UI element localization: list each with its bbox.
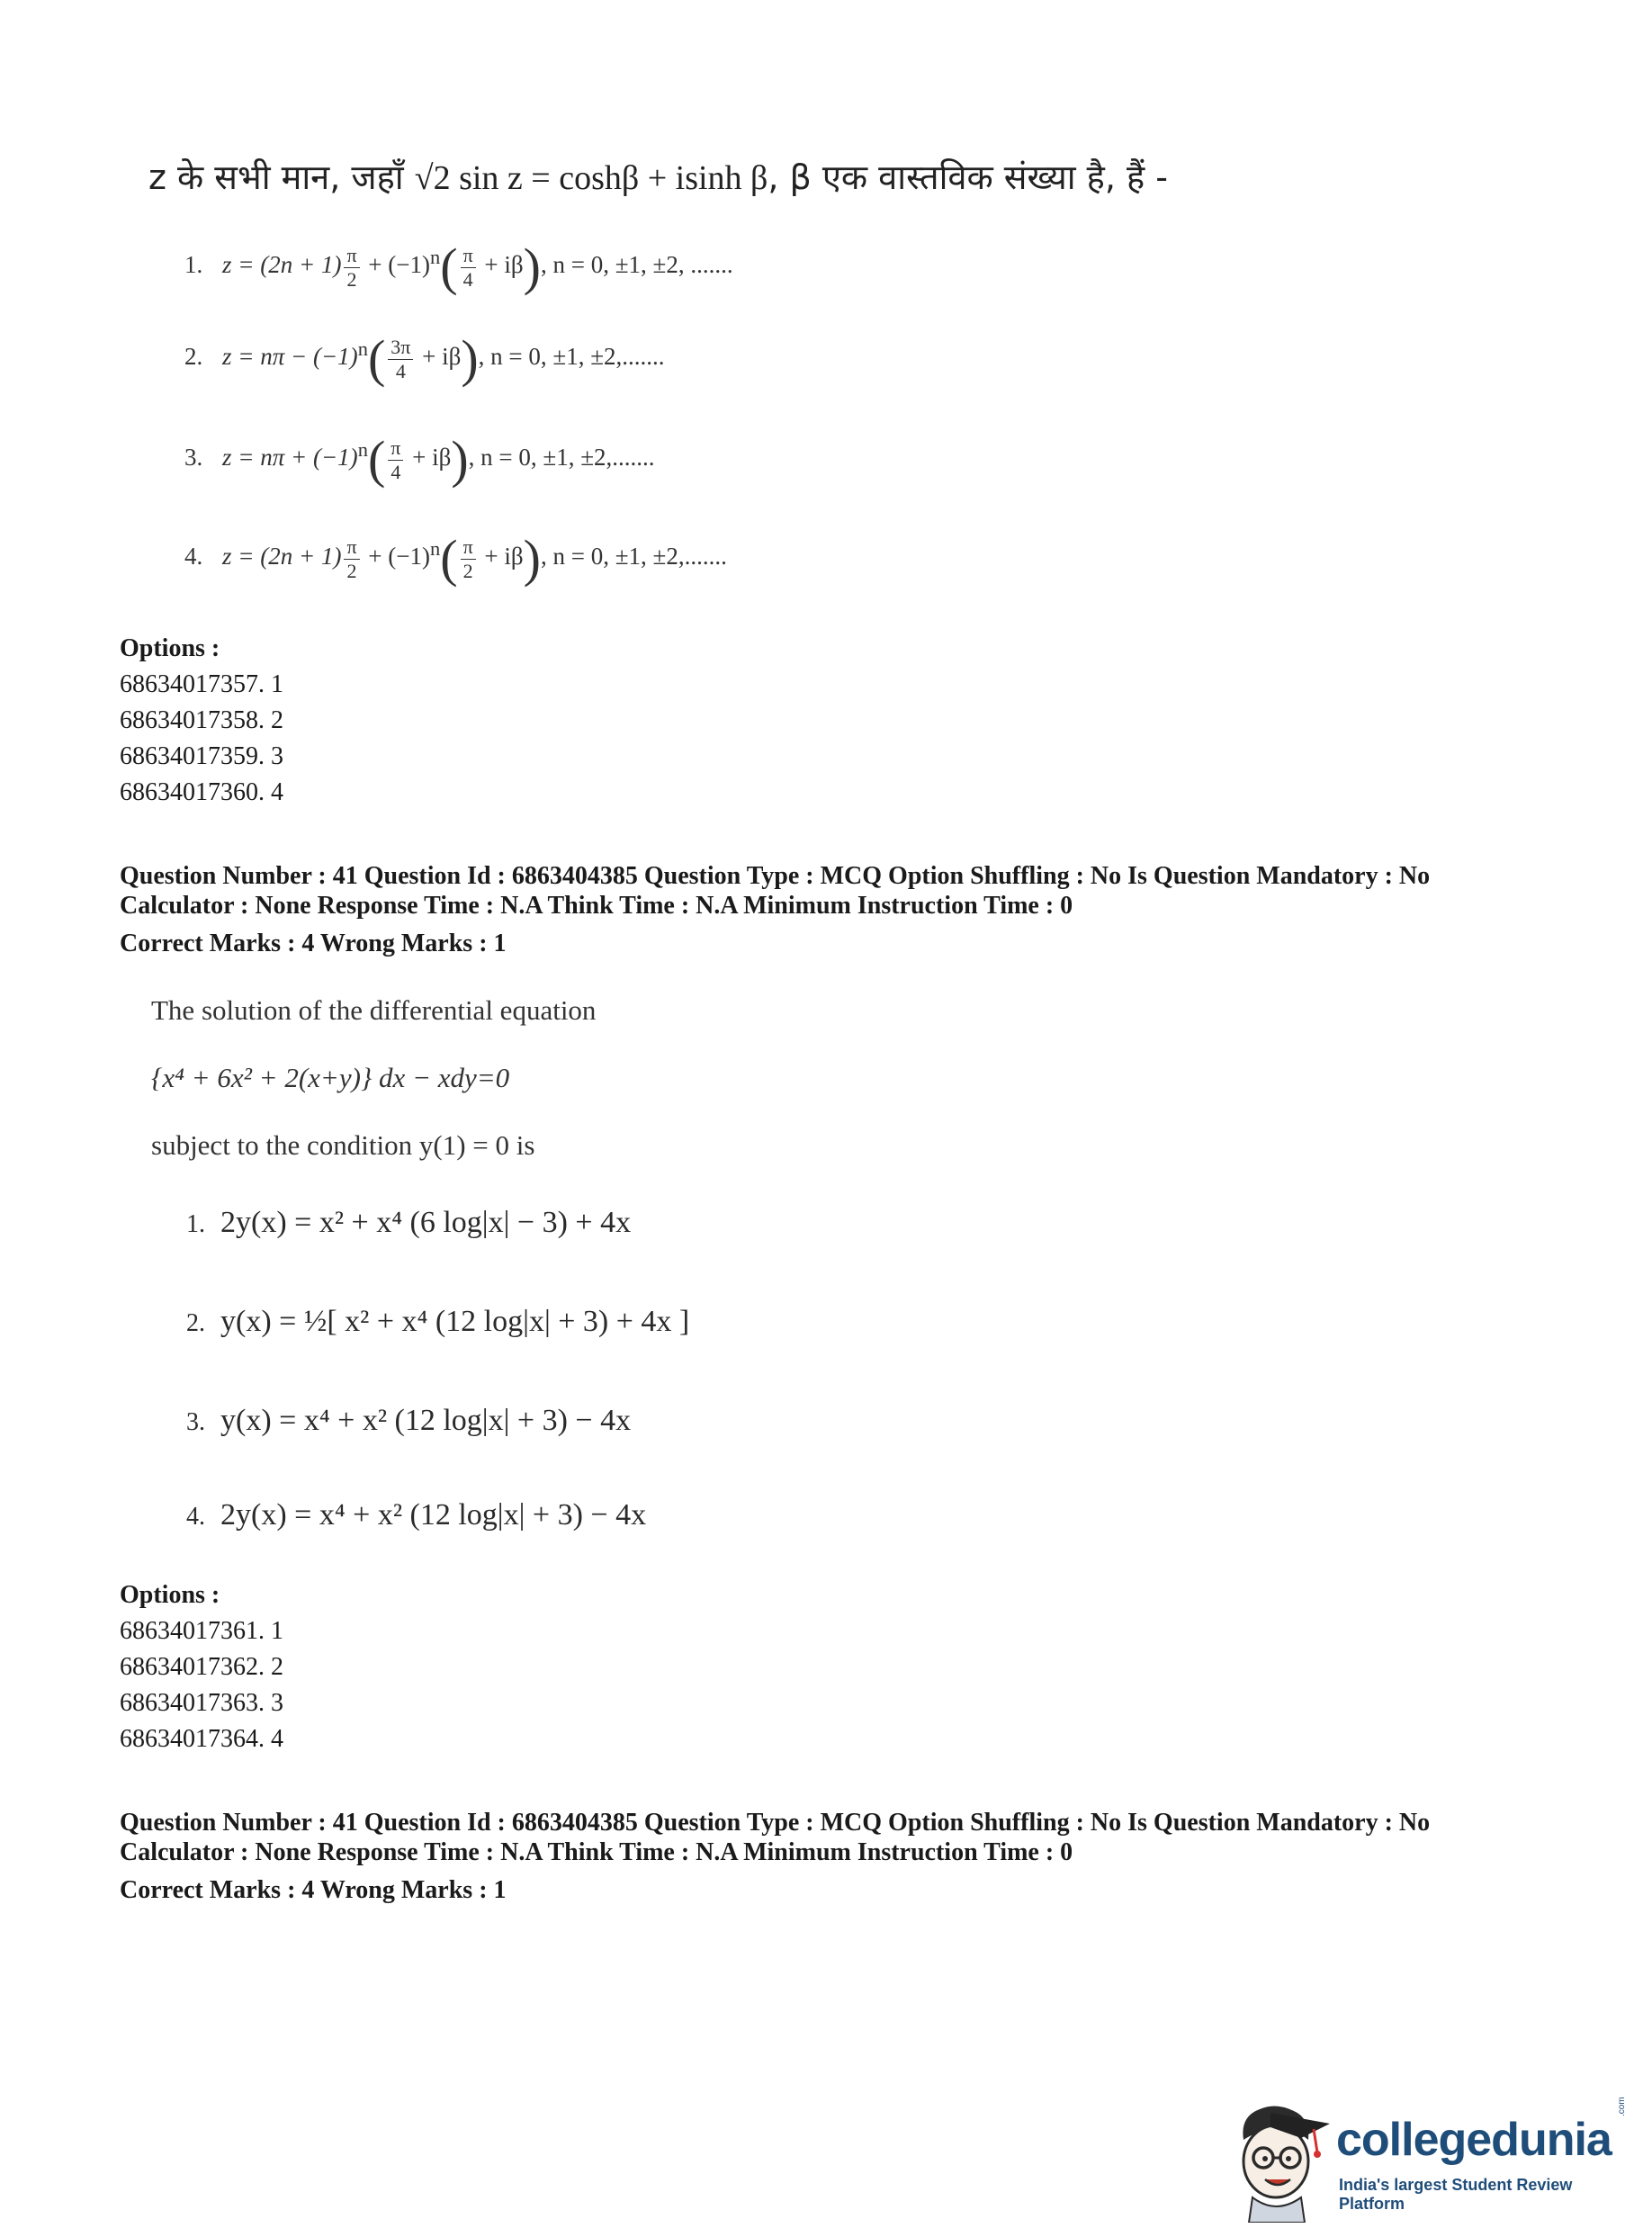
logo-tagline: India's largest Student Review Platform <box>1339 2176 1573 2213</box>
question-1-choice-1: 1. z = (2n + 1) $\frac{\pi}{2}$ + $(-1)^n$( $\frac{\pi}{4}$ + iβ), n = 0, ±1, ±2, ....... <box>184 238 733 296</box>
question-meta-line-2: Calculator : None Response Time : N.A Think Time : N.A Minimum Instruction Time : 0 <box>120 892 1073 920</box>
logo-wordmark: collegedunia <box>1336 2114 1612 2166</box>
question-2-choice-4: 4. 2y(x) = x⁴ + x² (12 log|x| + 3) − 4x <box>186 1498 647 1532</box>
question-1-choice-3: 3. $z = n\pi + (-1)^n$( $\frac{\pi}{4}$ + iβ), n = 0, ±1, ±2,....... <box>184 430 655 489</box>
question-2-choice-1: 1. 2y(x) = x² + x⁴ (6 log|x| − 3) + 4x <box>186 1206 632 1239</box>
question-1-stem-math: √2 sin z = coshβ + isinh β <box>414 159 768 197</box>
option-id-line: 68634017358. 2 <box>120 706 283 734</box>
question-marks-line: Correct Marks : 4 Wrong Marks : 1 <box>120 930 507 957</box>
option-id-line: 68634017364. 4 <box>120 1725 283 1753</box>
question-meta-line-2: Calculator : None Response Time : N.A Think Time : N.A Minimum Instruction Time : 0 <box>120 1838 1073 1866</box>
question-2-intro: The solution of the differential equation <box>151 994 597 1026</box>
mascot-icon <box>1224 2097 1332 2223</box>
collegedunia-logo[interactable] <box>1224 2097 1638 2223</box>
logo-domain-suffix: .com <box>1617 2097 1627 2116</box>
option-id-line: 68634017363. 3 <box>120 1689 283 1717</box>
question-1-stem-post: , β एक वास्तविक संख्या है, हैं - <box>768 157 1168 197</box>
question-2-choice-3: 3. y(x) = x⁴ + x² (12 log|x| + 3) − 4x <box>186 1404 632 1437</box>
options-label-2: Options : <box>120 1581 220 1609</box>
option-id-line: 68634017359. 3 <box>120 742 283 770</box>
options-label-1: Options : <box>120 634 220 662</box>
question-meta-line-1: Question Number : 41 Question Id : 6863404385 Question Type : MCQ Option Shuffling : No Is Question Mandatory : No <box>120 862 1431 890</box>
question-2-equation: {x⁴ + 6x² + 2(x+y)} dx − xdy=0 <box>151 1062 510 1093</box>
option-id-line: 68634017362. 2 <box>120 1653 283 1681</box>
question-1-stem-pre: z के सभी मान, जहाँ <box>148 157 415 197</box>
option-id-line: 68634017357. 1 <box>120 670 283 698</box>
question-1-choice-4: 4. z = (2n + 1) $\frac{\pi}{2}$ + $(-1)^n$( $\frac{\pi}{2}$ + iβ), n = 0, ±1, ±2,....... <box>184 529 727 588</box>
question-meta-line-1: Question Number : 41 Question Id : 6863404385 Question Type : MCQ Option Shuffling : No Is Question Mandatory : No <box>120 1809 1431 1837</box>
question-2-condition: subject to the condition y(1) = 0 is <box>151 1129 535 1161</box>
option-id-line: 68634017360. 4 <box>120 778 283 806</box>
question-2-choice-2: 2. y(x) = ½[ x² + x⁴ (12 log|x| + 3) + 4x ] <box>186 1305 690 1338</box>
question-1-choice-2: 2. $z = n\pi - (-1)^n$( $\frac{3\pi}{4}$ + iβ), n = 0, ±1, ±2,....... <box>184 329 665 388</box>
question-1-stem <box>148 153 1168 200</box>
question-marks-line: Correct Marks : 4 Wrong Marks : 1 <box>120 1876 507 1904</box>
option-id-line: 68634017361. 1 <box>120 1617 283 1645</box>
